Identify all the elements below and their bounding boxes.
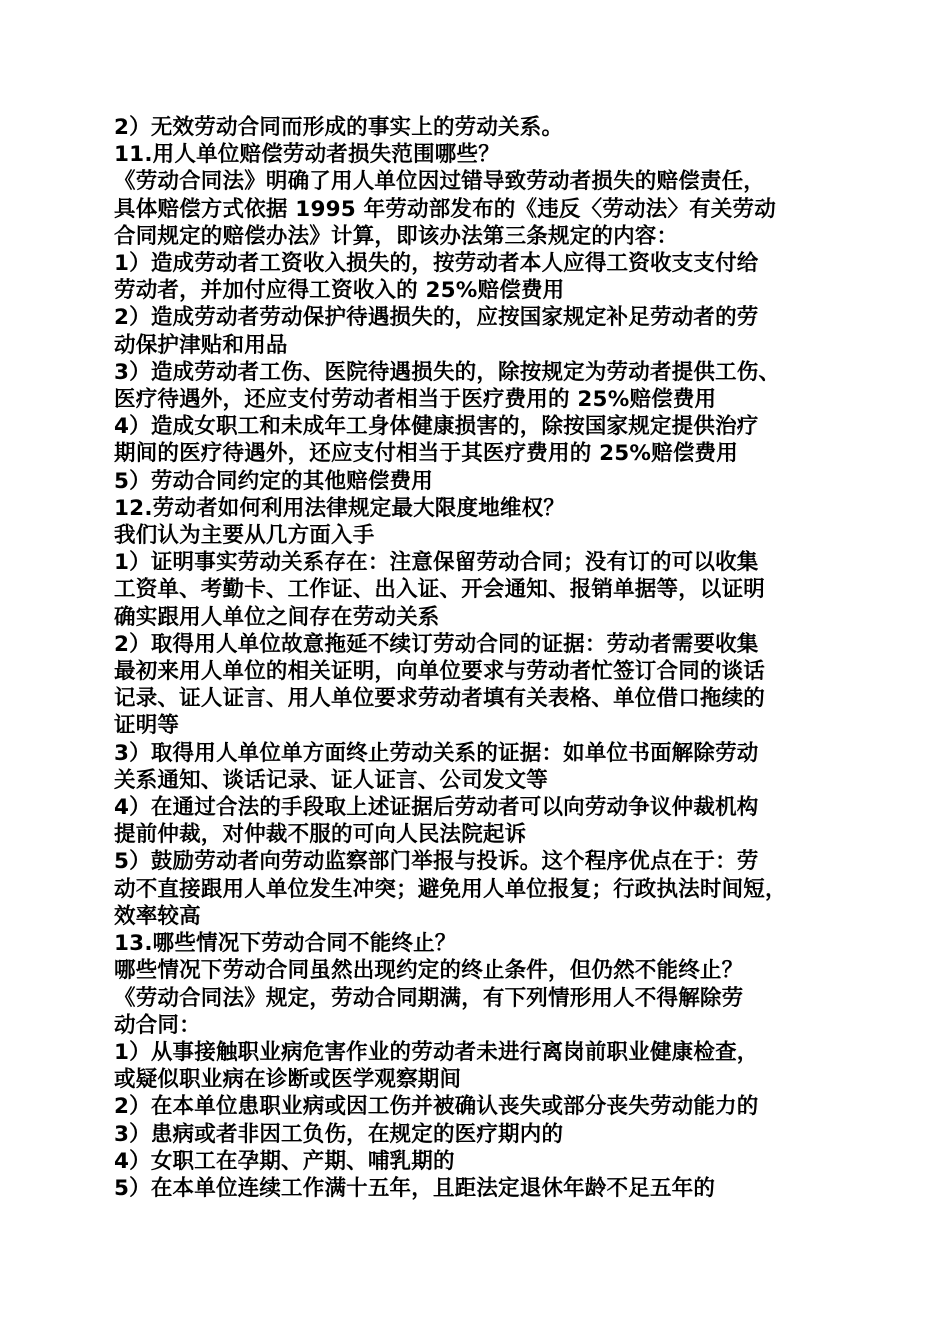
text-line: 合同规定的赔偿办法》计算，即该办法第三条规定的内容： (114, 223, 679, 249)
text-line: 5）在本单位连续工作满十五年，且距法定退休年龄不足五年的 (114, 1175, 716, 1201)
text-line: 3）造成劳动者工伤、医院待遇损失的，除按规定为劳动者提供工伤、 (114, 359, 781, 385)
text-line: 期间的医疗待遇外，还应支付相当于其医疗费用的 25%赔偿费用 (114, 441, 738, 467)
text-line: 3）患病或者非因工负伤，在规定的医疗期内的 (114, 1121, 564, 1147)
text-line: 动保护津贴和用品 (114, 332, 288, 358)
text-line: 5）劳动合同约定的其他赔偿费用 (114, 468, 433, 494)
text-line: 劳动者，并加付应得工资收入的 25%赔偿费用 (114, 278, 565, 304)
section-heading-12: 12.劳动者如何利用法律规定最大限度地维权？ (114, 495, 565, 521)
text-line: 2）造成劳动者劳动保护待遇损失的，应按国家规定补足劳动者的劳 (114, 305, 759, 331)
text-line: 效率较高 (114, 903, 201, 929)
text-line: 1）从事接触职业病危害作业的劳动者未进行离岗前职业健康检查， (114, 1039, 759, 1065)
text-line: 动不直接跟用人单位发生冲突；避免用人单位报复；行政执法时间短， (114, 876, 787, 902)
text-line: 最初来用人单位的相关证明，向单位要求与劳动者忙签订合同的谈话 (114, 659, 766, 685)
text-line: 4）女职工在孕期、产期、哺乳期的 (114, 1148, 455, 1174)
text-line: 4）在通过合法的手段取上述证据后劳动者可以向劳动争议仲裁机构 (114, 795, 759, 821)
text-line: 《劳动合同法》规定，劳动合同期满，有下列情形用人不得解除劳 (114, 985, 744, 1011)
text-line: 工资单、考勤卡、工作证、出入证、开会通知、报销单据等，以证明 (114, 577, 766, 603)
text-line: 动合同： (114, 1012, 201, 1038)
text-line: 提前仲裁，对仲裁不服的可向人民法院起诉 (114, 822, 527, 848)
text-line: 或疑似职业病在诊断或医学观察期间 (114, 1067, 462, 1093)
text-line: 5）鼓励劳动者向劳动监察部门举报与投诉。这个程序优点在于：劳 (114, 849, 759, 875)
text-line: 2）无效劳动合同而形成的事实上的劳动关系。 (114, 115, 564, 140)
text-line: 4）造成女职工和未成年工身体健康损害的，除按国家规定提供治疗 (114, 414, 759, 440)
text-line: 1）造成劳动者工资收入损失的，按劳动者本人应得工资收支支付给 (114, 251, 759, 277)
section-heading-11: 11.用人单位赔偿劳动者损失范围哪些？ (114, 142, 500, 168)
text-line: 确实跟用人单位之间存在劳动关系 (114, 604, 440, 630)
text-line: 3）取得用人单位单方面终止劳动关系的证据：如单位书面解除劳动 (114, 740, 759, 766)
document-body (114, 114, 854, 1202)
text-line: 记录、证人证言、用人单位要求劳动者填有关表格、单位借口拖续的 (114, 686, 766, 712)
text-line: 哪些情况下劳动合同虽然出现约定的终止条件，但仍然不能终止？ (114, 958, 744, 984)
text-line: 2）在本单位患职业病或因工伤并被确认丧失或部分丧失劳动能力的 (114, 1094, 759, 1120)
text-line: 医疗待遇外，还应支付劳动者相当于医疗费用的 25%赔偿费用 (114, 387, 717, 413)
text-line: 关系通知、谈话记录、证人证言、公司发文等 (114, 767, 549, 793)
text-line: 具体赔偿方式依据 1995 年劳动部发布的《违反〈劳动法〉有关劳动 (114, 196, 776, 222)
text-line: 我们认为主要从几方面入手 (114, 523, 375, 549)
section-heading-13: 13.哪些情况下劳动合同不能终止？ (114, 931, 457, 957)
text-line: 证明等 (114, 713, 180, 739)
text-line: 2）取得用人单位故意拖延不续订劳动合同的证据：劳动者需要收集 (114, 631, 759, 657)
text-line: 1）证明事实劳动关系存在：注意保留劳动合同；没有订的可以收集 (114, 550, 759, 576)
text-line: 《劳动合同法》明确了用人单位因过错导致劳动者损失的赔偿责任， (114, 169, 766, 195)
